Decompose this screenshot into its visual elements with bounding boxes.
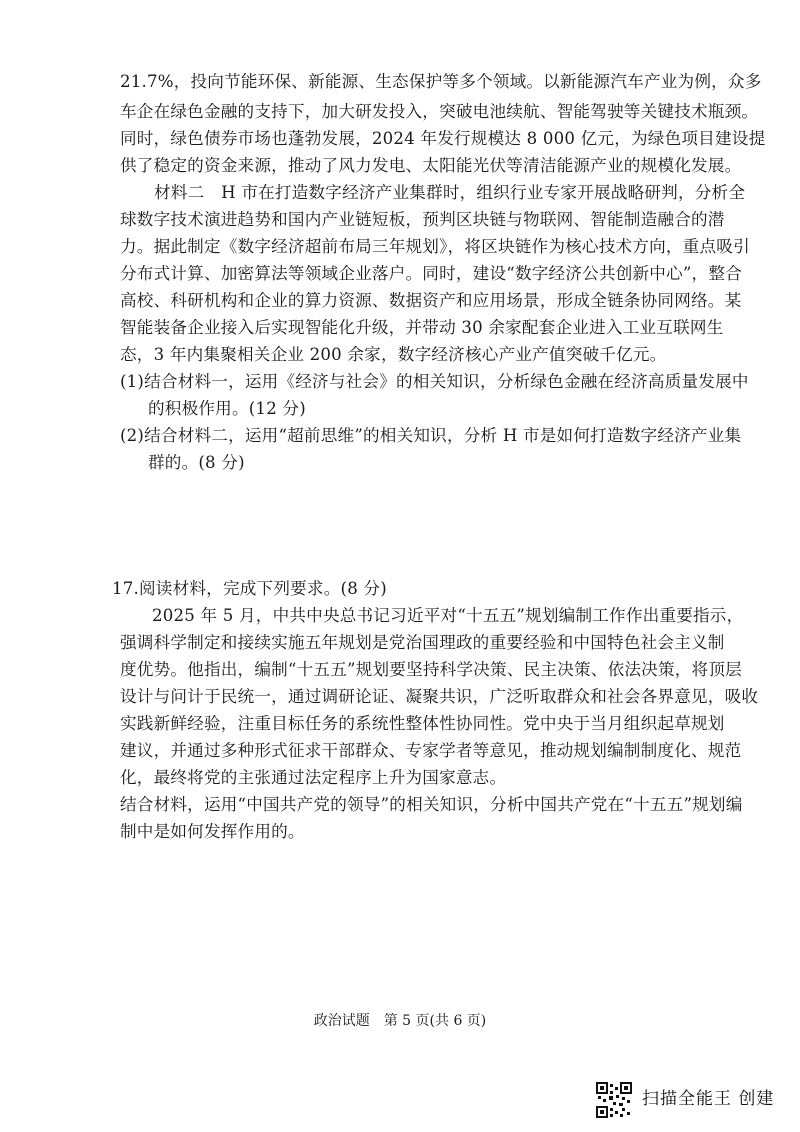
- question-17-task-line: 结合材料，运用“中国共产党的领导”的相关知识，分析中国共产党在“十五五”规划编: [120, 795, 743, 814]
- question-17-material-line: 实践新鲜经验，注重目标任务的系统性整体性协同性。党中央于当月组织起草规划: [120, 714, 725, 733]
- question-2-line: 群的。(8 分): [148, 453, 245, 472]
- question-17-material-line: 强调科学制定和接续实施五年规划是党治国理政的重要经验和中国特色社会主义制: [120, 633, 725, 652]
- material2-line: 高校、科研机构和企业的算力资源、数据资产和应用场景，形成全链条协同网络。某: [120, 291, 742, 310]
- question-1-line: (1)结合材料一，运用《经济与社会》的相关知识，分析绿色金融在经济高质量发展中: [120, 372, 749, 391]
- question-17-material-line: 化，最终将党的主张通过法定程序上升为国家意志。: [120, 768, 507, 787]
- question-17-material-line: 设计与问计于民统一，通过调研论证、凝聚共识，广泛听取群众和社会各界意见，吸收: [120, 687, 759, 706]
- material1-line: 同时，绿色债券市场也蓬勃发展，2024 年发行规模达 8 000 亿元，为绿色项目建设提: [120, 129, 766, 148]
- page-footer: 政治试题 第 5 页(共 6 页): [313, 1013, 487, 1029]
- material2-line: 球数字技术演进趋势和国内产业链短板，预判区块链与物联网、智能制造融合的潜: [120, 210, 725, 229]
- material2-line: 力。据此制定《数字经济超前布局三年规划》，将区块链作为核心技术方向，重点吸引: [120, 237, 750, 256]
- material1-line: 供了稳定的资金来源，推动了风力发电、太阳能光伏等清洁能源产业的规模化发展。: [120, 156, 742, 175]
- material2-line: 分布式计算、加密算法等领域企业落户。同时，建设“数字经济公共创新中心”，整合: [120, 264, 742, 283]
- question-17-header: 17.阅读材料，完成下列要求。(8 分): [112, 579, 387, 598]
- qr-code-icon: [596, 1082, 632, 1118]
- material1-line: 21.7%，投向节能环保、新能源、生态保护等多个领域。以新能源汽车产业为例，众多: [120, 72, 762, 91]
- material2-line: 材料二 H 市在打造数字经济产业集群时，组织行业专家开展战略研判，分析全: [154, 183, 746, 202]
- question-17-material-line: 建议，并通过多种形式征求干部群众、专家学者等意见，推动规划编制制度化、规范: [120, 741, 742, 760]
- material2-line: 智能装备企业接入后实现智能化升级，并带动 30 余家配套企业进入工业互联网生: [120, 318, 724, 337]
- scanner-watermark: 扫描全能王 创建: [642, 1089, 775, 1109]
- question-2-line: (2)结合材料二，运用“超前思维”的相关知识，分析 H 市是如何打造数字经济产业集: [120, 426, 742, 445]
- question-17-task-line: 制中是如何发挥作用的。: [120, 822, 305, 841]
- material1-line: 车企在绿色金融的支持下，加大研发投入，突破电池续航、智能驾驶等关键技术瓶颈。: [120, 102, 759, 121]
- question-17-material-line: 2025 年 5 月，中共中央总书记习近平对“十五五”规划编制工作作出重要指示，: [152, 606, 744, 625]
- question-17-material-line: 度优势。他指出，编制“十五五”规划要坚持科学决策、民主决策、依法决策，将顶层: [120, 660, 742, 679]
- question-1-line: 的积极作用。(12 分): [148, 399, 306, 418]
- material2-line: 态，3 年内集聚相关企业 200 余家，数字经济核心产业产值突破千亿元。: [120, 345, 667, 364]
